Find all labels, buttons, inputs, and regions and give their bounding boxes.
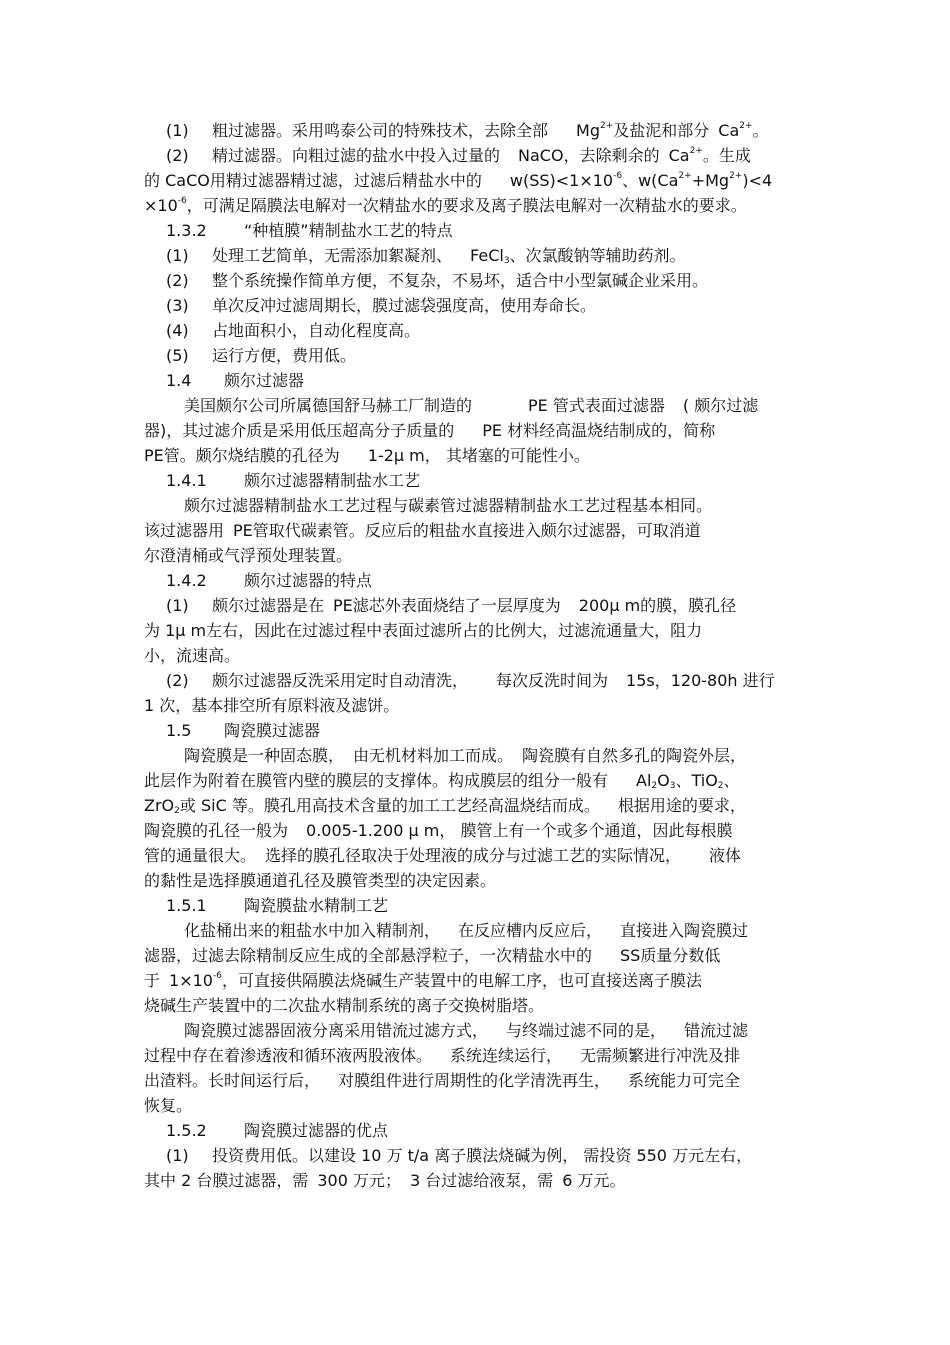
item-fine-filter-line3: $\times 10^{-6}$，可满足隔膜法电解对一次精盐水的要求及离子膜法电解对一次精盐水的要求。 [144,196,747,215]
pall-process-line2: 该过滤器用 PE管取代碳素管。反应后的粗盐水直接进入颇尔过滤器，可取消道 [144,521,701,540]
pall-feature-1-line3: 小，流速高。 [144,646,241,665]
crossflow-line3: 出渣料。长时间运行后， 对膜组件进行周期性的化学清洗再生， 系统能力可完全 [144,1071,741,1090]
ceramic-paragraph-line4: 陶瓷膜的孔径一般为 0.005-1.200 μ m， 膜管上有一个或多个通道，因此每根膜 [144,821,733,840]
pall-feature-2: (2) 颇尔过滤器反洗采用定时自动清洗， 每次反洗时间为 15s，120-80h 进行 [166,671,775,690]
section-heading-1-5-2: 1.5.2 陶瓷膜过滤器的优点 [166,1121,389,1140]
item-fine-filter: (2) 精过滤器。向粗过滤的盐水中投入过量的 NaCO，去除剩余的 $Ca^{2+}$。生成 [166,146,751,165]
pall-paragraph-line1: 美国颇尔公司所属德国舒马赫工厂制造的 PE 管式表面过滤器 ( 颇尔过滤 [184,396,759,415]
pall-process-line3: 尔澄清桶或气浮预处理装置。 [144,546,353,565]
crossflow-line2: 过程中存在着渗透液和循环液两股液体。 系统连续运行， 无需频繁进行冲洗及排 [144,1046,741,1065]
ceramic-process-line1: 化盐桶出来的粗盐水中加入精制剂， 在反应槽内反应后， 直接进入陶瓷膜过 [184,921,749,940]
section-heading-1-4-1: 1.4.1 颇尔过滤器精制盐水工艺 [166,471,421,490]
ceramic-paragraph-line3: ZrO$_2$或 SiC 等。膜孔用高技术含量的加工工艺经高温烧结而成。 根据用途的要求， [144,796,746,816]
ceramic-paragraph-line6: 的黏性是选择膜通道孔径及膜管类型的决定因素。 [144,871,497,890]
ceramic-paragraph-line2: 此层作为附着在膜管内壁的膜层的支撑体。构成膜层的组分一般有 $Al_2O_3$、TiO$_2$、 [144,771,740,791]
section-heading-1-3-2: 1.3.2 “种植膜”精制盐水工艺的特点 [166,221,453,240]
section-heading-1-4-2: 1.4.2 颇尔过滤器的特点 [166,571,373,590]
ceramic-paragraph-line1: 陶瓷膜是一种固态膜， 由无机材料加工而成。 陶瓷膜有自然多孔的陶瓷外层， [184,746,747,765]
pall-feature-1-line2: 为 1μ m左右，因此在过滤过程中表面过滤所占的比例大，过滤流通量大，阻力 [144,621,703,640]
document-body [144,118,806,1193]
pall-paragraph-line2: 器)，其过滤介质是采用低压超高分子质量的 PE 材料经高温烧结制成的，简称 [144,421,716,440]
feature-item-2: (2) 整个系统操作简单方便，不复杂，不易坏，适合中小型氯碱企业采用。 [166,271,709,290]
feature-item-1: (1) 处理工艺简单，无需添加絮凝剂、 FeCl$_3$、次氯酸钠等辅助药剂。 [166,246,686,266]
ceramic-process-line4: 烧碱生产装置中的二次盐水精制系统的离子交换树脂塔。 [144,996,545,1015]
feature-item-3: (3) 单次反冲过滤周期长，膜过滤袋强度高，使用寿命长。 [166,296,597,315]
pall-feature-2-line2: 1 次，基本排空所有原料液及滤饼。 [144,696,400,715]
ceramic-process-line2: 滤器，过滤去除精制反应生成的全部悬浮粒子，一次精盐水中的 SS质量分数低 [144,946,721,965]
item-coarse-filter: (1) 粗过滤器。采用鸣泰公司的特殊技术，去除全部 $Mg^{2+}$及盐泥和部分 $Ca^{2+}$。 [166,121,769,140]
item-fine-filter-line2: 的 CaCO用精过滤器精过滤，过滤后精盐水中的 $w(SS)<1\times 10^{-6}$、$w(Ca^{2+}+Mg^{2+})<4$ [144,171,773,190]
section-heading-1-5-1: 1.5.1 陶瓷膜盐水精制工艺 [166,896,389,915]
ceramic-process-line3: 于 $1\times 10^{-6}$，可直接供隔膜法烧碱生产装置中的电解工序，也可直接送离子膜法 [144,971,702,990]
advantage-item-1: (1) 投资费用低。以建设 10 万 t/a 离子膜法烧碱为例， 需投资 550 万元左右， [166,1146,753,1165]
section-heading-1-5: 1.5 陶瓷膜过滤器 [166,721,321,740]
pall-process-line1: 颇尔过滤器精制盐水工艺过程与碳素管过滤器精制盐水工艺过程基本相同。 [184,496,713,515]
pall-paragraph-line3: PE管。颇尔烧结膜的孔径为 1-2μ m， 其堵塞的可能性小。 [144,446,590,465]
section-heading-1-4: 1.4 颇尔过滤器 [166,371,305,390]
ceramic-paragraph-line5: 管的通量很大。 选择的膜孔径取决于处理液的成分与过滤工艺的实际情况， 液体 [144,846,742,865]
crossflow-line4: 恢复。 [144,1096,193,1115]
feature-item-5: (5) 运行方便，费用低。 [166,346,357,365]
advantage-item-1-line2: 其中 2 台膜过滤器，需 300 万元； 3 台过滤给液泵，需 6 万元。 [144,1171,626,1190]
pall-feature-1: (1) 颇尔过滤器是在 PE滤芯外表面烧结了一层厚度为 200μ m的膜，膜孔径 [166,596,737,615]
crossflow-line1: 陶瓷膜过滤器固液分离采用错流过滤方式， 与终端过滤不同的是， 错流过滤 [184,1021,749,1040]
feature-item-4: (4) 占地面积小，自动化程度高。 [166,321,421,340]
